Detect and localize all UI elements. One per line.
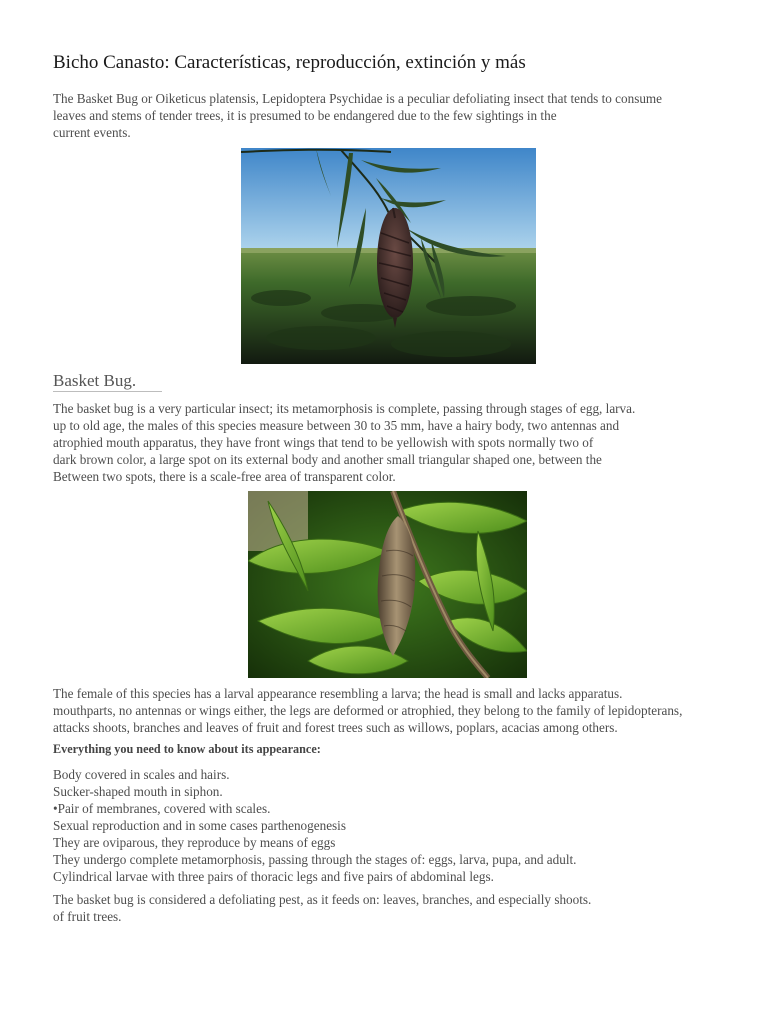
list-item: They undergo complete metamorphosis, passing through the stages of: eggs, larva, pupa, and adult.: [53, 852, 577, 867]
text-line: atrophied mouth apparatus, they have front wings that tend to be yellowish with spots normally two of: [53, 435, 594, 450]
list-item: Sexual reproduction and in some cases parthenogenesis: [53, 818, 346, 833]
text-line: mouthparts, no antennas or wings either, the legs are deformed or atrophied, they belong to the family of lepidopterans,: [53, 703, 683, 718]
list-item: Cylindrical larvae with three pairs of thoracic legs and five pairs of abdominal legs.: [53, 869, 494, 884]
female-paragraph: [53, 685, 682, 736]
text-line: The basket bug is a very particular insect; its metamorphosis is complete, passing through stages of egg, larva.: [53, 401, 636, 416]
section-heading: Basket Bug.: [53, 370, 162, 392]
appearance-list: [53, 766, 576, 885]
text-line: Between two spots, there is a scale-free area of transparent color.: [53, 469, 396, 484]
list-item: Sucker-shaped mouth in siphon.: [53, 784, 223, 799]
text-line: current events.: [53, 125, 131, 140]
basket-bug-leaves-photo: [248, 491, 527, 678]
description-paragraph: [53, 400, 635, 485]
appearance-heading: Everything you need to know about its appearance:: [53, 742, 321, 756]
page-title: Bicho Canasto: Características, reproducción, extinción y más: [53, 52, 526, 73]
pest-paragraph: [53, 891, 591, 925]
list-item: •Pair of membranes, covered with scales.: [53, 801, 271, 816]
text-line: The Basket Bug or Oiketicus platensis, Lepidoptera Psychidae is a peculiar defoliating insect that tends to consume: [53, 91, 663, 106]
text-line: attacks shoots, branches and leaves of fruit and forest trees such as willows, poplars, acacias among others.: [53, 720, 618, 735]
intro-paragraph: [53, 90, 662, 141]
list-item: Body covered in scales and hairs.: [53, 767, 230, 782]
text-line: The basket bug is considered a defoliating pest, as it feeds on: leaves, branches, and especially shoots.: [53, 892, 592, 907]
text-line: up to old age, the males of this species measure between 30 to 35 mm, have a hairy body, two antennas and: [53, 418, 620, 433]
text-line: The female of this species has a larval appearance resembling a larva; the head is small and lacks apparatus.: [53, 686, 623, 701]
text-line: dark brown color, a large spot on its external body and another small triangular shaped one, between the: [53, 452, 602, 467]
text-line: of fruit trees.: [53, 909, 122, 924]
basket-bug-cocoon-photo: [241, 148, 536, 364]
text-line: leaves and stems of tender trees, it is presumed to be endangered due to the few sightings in the: [53, 108, 557, 123]
list-item: They are oviparous, they reproduce by means of eggs: [53, 835, 336, 850]
